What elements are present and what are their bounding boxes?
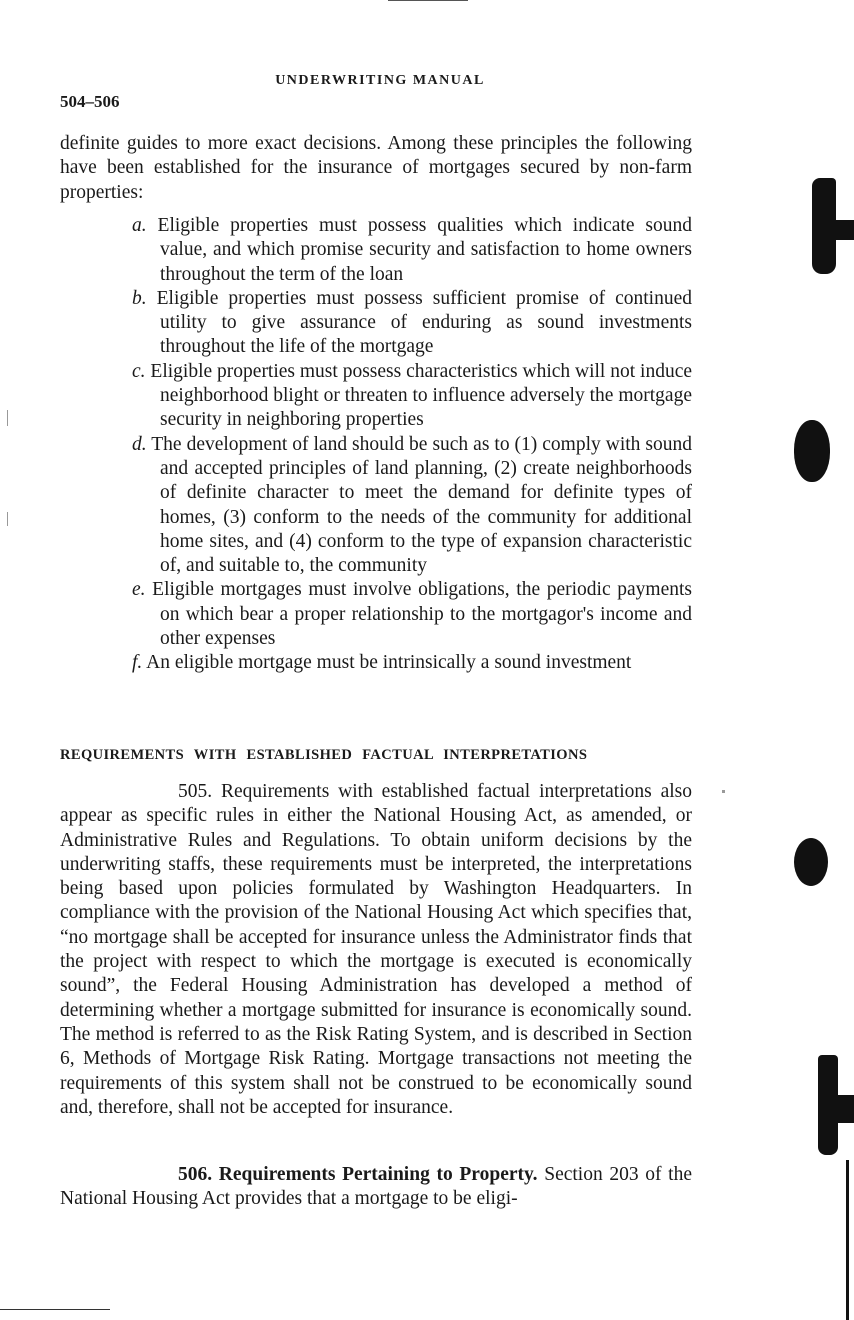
principle-d bbox=[118, 433, 692, 579]
punch-hole-upper bbox=[794, 420, 830, 482]
principle-letter: f. bbox=[132, 652, 143, 674]
paragraph-506-title: 506. Requirements Pertaining to Property. bbox=[178, 1164, 538, 1185]
principle-c bbox=[118, 360, 692, 433]
intro-paragraph: definite guides to more exact decisions. Among these principles the following have been established for the insurance of mortgages secured by non-farm properties: bbox=[60, 133, 692, 203]
principle-text: Eligible properties must possess characteristics which will not induce neighborhood blight or threaten to influence adversely the mortgage security in neighboring properties bbox=[150, 360, 693, 431]
scan-bottom-rule bbox=[0, 1309, 110, 1310]
principle-letter: a. bbox=[132, 215, 147, 236]
running-head: UNDERWRITING MANUAL bbox=[275, 73, 485, 88]
principles-list bbox=[118, 214, 692, 676]
scan-top-rule bbox=[388, 0, 468, 1]
principle-b bbox=[118, 287, 692, 360]
binding-clip-bottom-tab bbox=[830, 1095, 854, 1123]
principle-letter: b. bbox=[132, 287, 147, 309]
paragraph-506 bbox=[60, 1163, 692, 1212]
principle-text: Eligible mortgages must involve obligations, the periodic payments on which bear a proper relationship to the mortgagor's income and other expenses bbox=[152, 579, 692, 650]
principle-text: The development of land should be such as to (1) comply with sound and accepted principles of land planning, (2) create neighborhoods of definite character to meet the demand for definite types of homes, (3) conform to the needs of the community for additional home sites, and (4) conform to the type of expansion characteristic of, and suitable to, the community bbox=[151, 433, 692, 577]
margin-speck bbox=[7, 410, 8, 426]
margin-speck bbox=[7, 512, 8, 526]
principle-letter: c. bbox=[132, 360, 146, 382]
principle-text: Eligible properties must possess qualities which indicate sound value, and which promise security and satisfaction to home owners throughout the term of the loan bbox=[157, 215, 692, 285]
paragraph-505-number: 505. bbox=[178, 781, 213, 802]
paragraph-505 bbox=[60, 780, 692, 1120]
margin-speck bbox=[722, 790, 725, 793]
principle-e bbox=[118, 578, 692, 651]
principle-text: An eligible mortgage must be intrinsically a sound investment bbox=[146, 652, 632, 674]
section-heading: REQUIREMENTS WITH ESTABLISHED FACTUAL INTERPRETATIONS bbox=[60, 747, 588, 763]
page-edge-line bbox=[846, 1160, 849, 1320]
principle-text: Eligible properties must possess sufficient promise of continued utility to give assurance of enduring as sound investments throughout the life of the mortgage bbox=[156, 287, 692, 358]
binding-clip-top-tab bbox=[830, 220, 854, 240]
principle-letter: e. bbox=[132, 579, 146, 601]
paragraph-506-text: Section 203 of the National Housing Act provides that a mortgage to be eligi- bbox=[60, 1164, 693, 1210]
punch-hole-lower bbox=[794, 838, 828, 886]
principle-f bbox=[118, 651, 692, 675]
principle-a bbox=[118, 214, 692, 287]
section-range: 504–506 bbox=[60, 92, 120, 111]
principle-letter: d. bbox=[132, 433, 147, 455]
paragraph-505-text: Requirements with established factual interpretations also appear as specific rules in either the National Housing Act, as amended, or Administrative Rules and Regulations. To obtain uniform decisions by the underwriting staffs, these requirements must be interpreted, the interpretations being based upon policies formulated by Washington Headquarters. In compliance with the provision of the National Housing Act which specifies that, “no mortgage shall be accepted for insurance unless the Administrator finds that the project with respect to which the mortgage is executed is economically sound”, the Federal Housing Administration has developed a method of determining whether a mortgage submitted for insurance is economically sound. The method is referred to as the Risk Rating System, and is described in Section 6, Methods of Mortgage Risk Rating. Mortgage transactions not meeting the requirements of this system shall not be construed to be economically sound and, therefore, shall not be accepted for insurance. bbox=[60, 781, 692, 1118]
